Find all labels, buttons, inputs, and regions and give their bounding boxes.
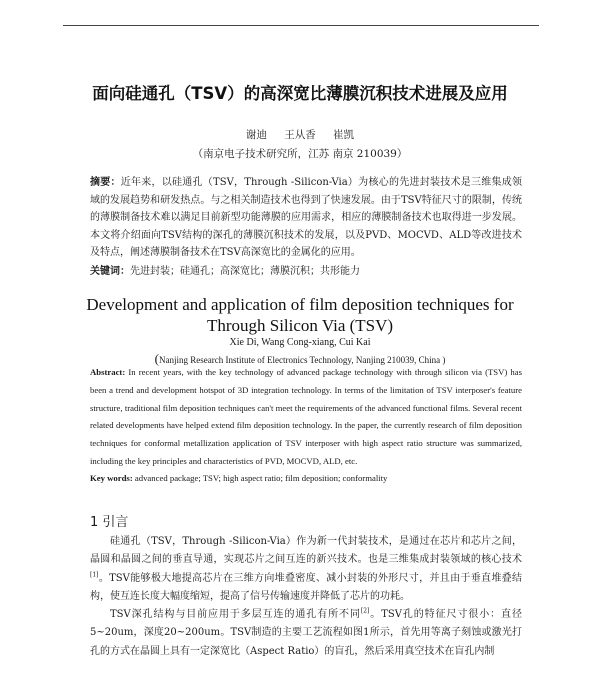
english-keywords: [90, 470, 522, 488]
chinese-keywords: [90, 263, 522, 281]
chinese-authors: 谢迪 王从香 崔凯: [245, 129, 355, 141]
chinese-abstract-label: 摘要：: [90, 177, 121, 188]
paragraph-2-part-b: 。TSV孔的特征尺寸很小：直径5~20um，深度20~200um。TSV制造的主要工艺流程如图1所示，首先用等离子刻蚀或激光打孔的方式在晶圆上具有一定深宽比（Aspect Ratio）的盲孔，然后采用真空技术在盲孔内制: [90, 609, 522, 657]
paragraph-2-part-a: TSV深孔结构与目前应用于多层互连的通孔有所不同: [110, 609, 361, 620]
paragraph-1-part-a: 硅通孔（TSV，Through -Silicon-Via）作为新一代封装技术，是通过在芯片和芯片之间，晶圆和晶圆之间的垂直导通，实现芯片之间互连的新兴技术。也是三维集成封装领域的核心技术: [90, 536, 522, 566]
chinese-abstract: [90, 174, 522, 262]
english-abstract-text: In recent years, with the key technology of advanced package technology with through silicon via (TSV) has been a trend and development hotspot of 3D integration technology. In terms of the limitation of TSV interposer's feature structure, traditional film deposition techniques can't meet the requirements of the advanced functional films. Several recent related developments have helped extend film deposition technology. In the paper, the currently research of film deposition techniques for conformal metallization application of TSV interposer with high aspect ratio structure was summarized, including the key principles and characteristics of PVD, MOCVD, ALD, etc.: [90, 367, 523, 466]
english-abstract-label: Abstract:: [90, 367, 126, 377]
english-abstract: [90, 364, 522, 471]
header-rule: [63, 25, 539, 26]
section-heading-introduction: 1 引言: [90, 515, 129, 530]
citation-1: [1]: [90, 571, 99, 579]
english-affiliation-open: (: [154, 351, 160, 366]
english-title: Development and application of film deposition techniques for Through Silicon Via (TSV): [86, 295, 514, 335]
body-paragraph-2: [90, 606, 522, 661]
body-paragraph-1: [90, 533, 522, 607]
english-keywords-label: Key words:: [90, 473, 133, 483]
citation-2: [2]: [360, 607, 370, 615]
english-authors: Xie Di, Wang Cong-xiang, Cui Kai: [229, 337, 371, 348]
chinese-keywords-label: 关键词：: [90, 266, 130, 277]
chinese-affiliation: （南京电子技术研究所，江苏 南京 210039）: [192, 148, 408, 160]
english-keywords-text: advanced package; TSV; high aspect ratio; film deposition; conformality: [134, 473, 388, 483]
paragraph-1-part-b: 。TSV能够极大地提高芯片在三维方向堆叠密度、减小封装的外形尺寸，并且由于垂直堆叠结构，使互连长度大幅度缩短，提高了信号传输速度并降低了芯片的功耗。: [90, 572, 522, 603]
english-affiliation-text: Nanjing Research Institute of Electronics Technology, Nanjing 210039, China ): [159, 355, 446, 365]
chinese-title: 面向硅通孔（TSV）的高深宽比薄膜沉积技术进展及应用: [92, 84, 508, 103]
chinese-abstract-text: 近年来，以硅通孔（TSV，Through -Silicon-Via）为核心的先进封装技术是三维集成领域的发展趋势和研发热点。与之相关制造技术也得到了快速发展。由于TSV特征尺寸的限制，传统的薄膜制备技术难以满足目前新型功能薄膜的应用需求，相应的薄膜制备技术也取得进一步发展。本文将介绍面向TSV结构的深孔的薄膜沉积技术的发展，以及PVD、MOCVD、ALD等改进技术及特点，阐述薄膜制备技术在TSV高深宽比的金属化的应用。: [90, 177, 523, 259]
chinese-keywords-text: 先进封装；硅通孔；高深宽比；薄膜沉积；共形能力: [130, 266, 360, 277]
